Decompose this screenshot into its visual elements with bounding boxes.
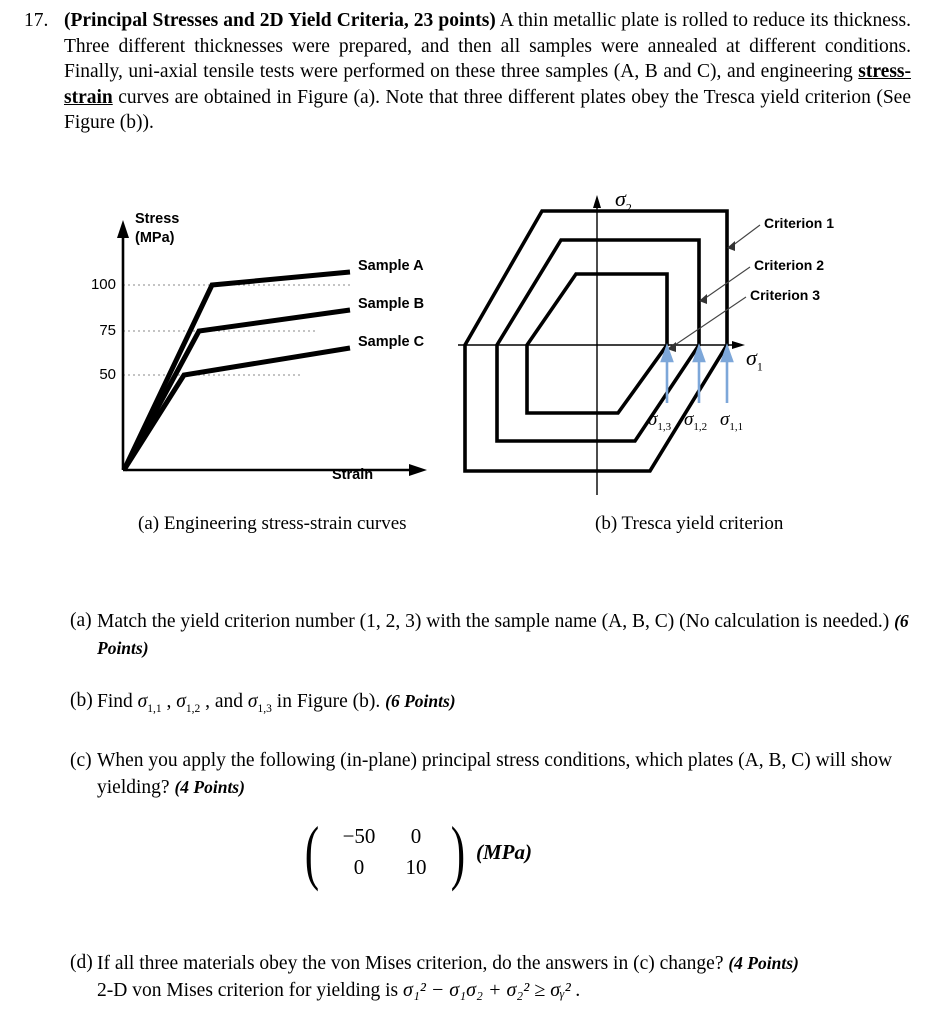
part-d-line1 <box>97 950 920 977</box>
tresca-axes <box>458 202 736 495</box>
part-b-points: (6 Points) <box>385 691 456 711</box>
part-a-points: (6 Points) <box>97 611 909 658</box>
legend-sample-c: Sample C <box>358 334 425 350</box>
stress-strain-chart <box>60 180 460 510</box>
stress-matrix <box>300 812 532 892</box>
x-axis-arrowhead <box>409 464 427 476</box>
matrix-cell-21: 0 <box>353 855 365 879</box>
tresca-figure <box>450 175 929 510</box>
sigma-1-2-label: $\sigma_{1,2}$ <box>684 409 708 433</box>
y-tick-50: 50 <box>99 366 116 383</box>
part-c-points: (4 Points) <box>174 776 245 797</box>
part-b-body-3: , and <box>200 691 248 712</box>
part-d-points: (4 Points) <box>728 953 799 973</box>
problem-statement <box>18 8 911 136</box>
part-b-text <box>97 688 915 722</box>
part-b-sigma-1-2: $\sigma_{1,2}$ <box>176 691 201 715</box>
matrix-unit: (MPa) <box>475 839 532 864</box>
figure-a-caption: (a) Engineering stress-strain curves <box>138 513 407 534</box>
sigma2-axis-label: $\sigma_2$ <box>615 186 632 215</box>
criterion-3-label: Criterion 3 <box>750 287 821 303</box>
part-d-body: If all three materials obey the von Mises criterion, do the answers in (c) change? <box>97 953 729 974</box>
problem-text-part1: A thin metallic plate is rolled to reduce its thickness. Three different thicknesses were prepared, and then all samples were annealed at different conditions. Finally, uni-axial tensile tests were performed on these three samples (A, B and C), and engineering <box>64 10 911 82</box>
part-d-line2 <box>97 977 920 1004</box>
legend-sample-a: Sample A <box>358 258 424 274</box>
problem-text <box>64 8 911 136</box>
question-parts <box>70 608 915 827</box>
part-b-sigma-1-3: $\sigma_{1,3}$ <box>247 691 272 715</box>
part-c-body: When you apply the following (in-plane) principal stress conditions, which plates (A, B, C) will show yielding? <box>97 749 893 798</box>
part-d-row <box>70 950 920 1004</box>
problem-bold-title: (Principal Stresses and 2D Yield Criteria, 23 points) <box>64 10 496 31</box>
criterion-leader-lines <box>672 225 760 347</box>
matrix-left-paren: ( <box>304 812 320 892</box>
sigma-1-3-label: $\sigma_{1,3}$ <box>648 409 672 433</box>
matrix-cell-12: 0 <box>410 824 422 848</box>
part-b-body-2: , <box>161 691 177 712</box>
problem-number: 17. <box>24 10 49 31</box>
part-a-tag: (a) <box>70 610 92 631</box>
part-d <box>70 950 920 1004</box>
y-tick-75: 75 <box>99 322 116 339</box>
part-b-body-4: in Figure (b). <box>271 691 386 712</box>
chart-gridlines <box>123 285 350 375</box>
figures-region <box>0 160 929 560</box>
part-a <box>70 608 915 662</box>
part-a-text <box>97 608 915 662</box>
part-c-text <box>97 748 915 801</box>
stress-strain-emphasis: stress-strain <box>64 61 911 108</box>
part-b-sigma-1-1: $\sigma_{1,1}$ <box>137 691 162 715</box>
curve-sample-a <box>124 272 350 470</box>
matrix-grid <box>324 824 446 880</box>
y-axis-label-line2: (MPa) <box>135 230 175 246</box>
y-axis-arrowhead <box>117 220 129 238</box>
matrix-cell-22: 10 <box>405 855 427 879</box>
von-mises-formula: σ₁² − σ₁σ₂ + σ₂² ≥ σᵧ² . <box>403 979 581 1001</box>
part-b-tag: (b) <box>70 690 93 711</box>
part-c <box>70 748 915 801</box>
y-axis-label-line1: Stress <box>135 211 180 227</box>
sigma2-arrowhead <box>593 195 601 208</box>
matrix-cell-11: −50 <box>342 824 376 848</box>
problem-row <box>18 8 911 136</box>
problem-text-part2: curves are obtained in Figure (a). Note that three different plates obey the Tresca yield criterion (See Figure (b)). <box>64 86 911 133</box>
y-tick-100: 100 <box>90 276 116 293</box>
part-c-tag: (c) <box>70 749 92 771</box>
part-d-formula-prefix: 2-D von Mises criterion for yielding is <box>97 980 403 1001</box>
part-b <box>70 688 915 722</box>
sigma1-axis-label: $\sigma_1$ <box>746 345 763 374</box>
part-d-text <box>97 950 920 1004</box>
x-axis-label: Strain <box>332 467 374 483</box>
legend-sample-b: Sample B <box>358 296 425 312</box>
part-a-body: Match the yield criterion number (1, 2, 3) with the sample name (A, B, C) (No calculation is needed.) <box>97 611 895 632</box>
criterion-1-label: Criterion 1 <box>764 215 835 231</box>
curve-sample-b <box>124 310 350 470</box>
sigma-1-1-label: $\sigma_{1,1}$ <box>720 409 744 433</box>
part-d-tag: (d) <box>70 952 93 973</box>
sigma1-arrowhead <box>732 341 745 349</box>
tresca-svg <box>450 175 929 510</box>
figure-b-caption: (b) Tresca yield criterion <box>595 513 784 534</box>
part-b-body-1: Find <box>97 691 138 712</box>
matrix-right-paren: ) <box>450 812 466 892</box>
criterion-2-label: Criterion 2 <box>754 257 825 273</box>
